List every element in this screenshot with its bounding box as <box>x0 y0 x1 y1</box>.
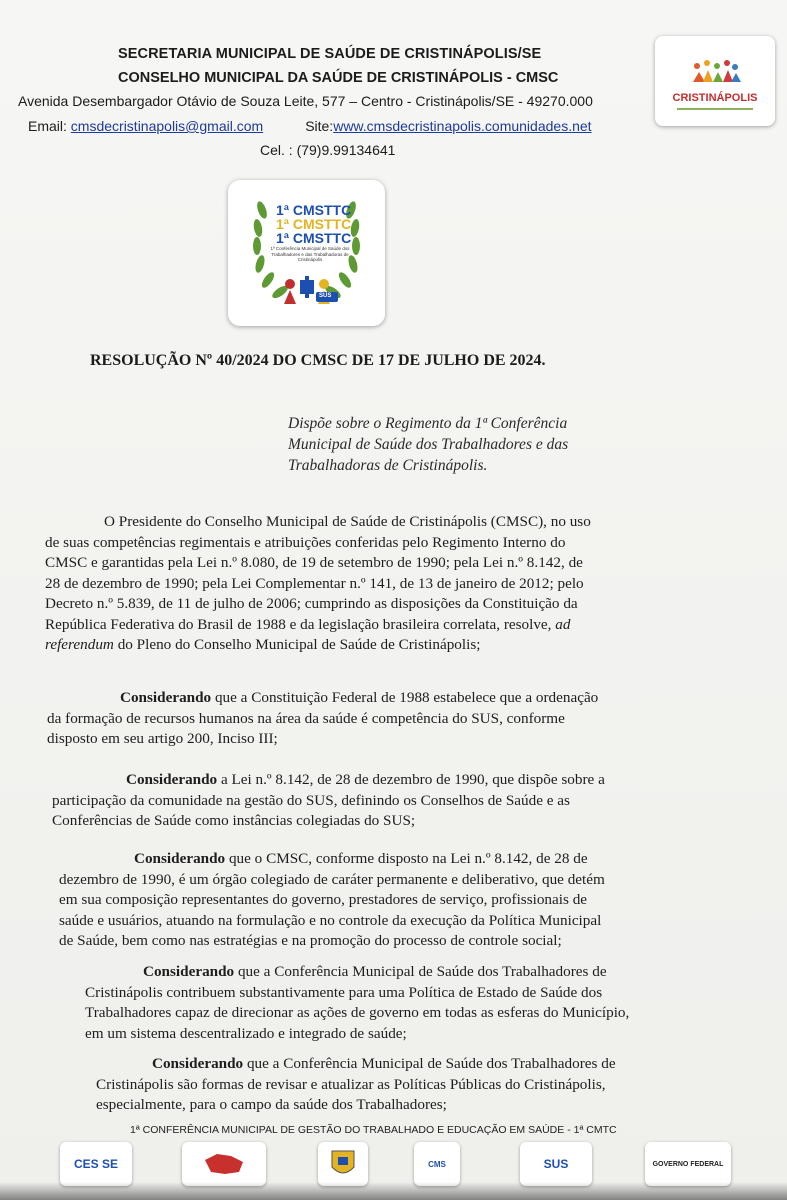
page-edge-shadow <box>0 1182 787 1200</box>
considerando-word: Considerando <box>143 963 235 980</box>
text-line: Decreto n.º 5.839, de 11 de julho de 2006; cumprindo as disposições da Constituição da <box>45 595 578 612</box>
text-line: de Saúde, bem como nas estratégias e na promoção do processo de controle social; <box>59 932 562 949</box>
ementa-line: Municipal de Saúde dos Trabalhadores e das <box>288 436 569 453</box>
people-icon <box>655 36 775 96</box>
considerando-1 <box>0 688 599 750</box>
emblem-title-1: 1ª CMSTTC <box>276 202 352 218</box>
text-line: da formação de recursos humanos na área da saúde é competência do SUS, conforme <box>47 709 565 727</box>
text-line <box>45 615 584 636</box>
text-line: O Presidente do Conselho Municipal de Saúde de Cristinápolis (CMSC), no uso <box>104 513 591 530</box>
logo-city-name: CRISTINÁPOLIS <box>672 92 758 104</box>
map-icon <box>199 1150 249 1178</box>
text-line <box>45 635 584 656</box>
crest-icon <box>328 1147 358 1181</box>
considerando-word: Considerando <box>126 771 218 788</box>
ces-se-logo: CES SE <box>60 1142 132 1186</box>
ementa-line: Dispõe sobre o Regimento da 1ª Conferência <box>288 415 568 432</box>
text-line <box>134 849 680 870</box>
emblem-title-3: 1ª CMSTTC <box>276 230 352 246</box>
text-segment: a Lei n.º 8.142, de 28 de dezembro de 1990, que dispõe sobre a <box>217 771 605 788</box>
header-conselho: CONSELHO MUNICIPAL DA SAÚDE DE CRISTINÁPOLIS - CMSC <box>118 70 559 86</box>
text-segment: República Federativa do Brasil de 1988 e da legislação brasileira correlata, resolve, <box>45 615 552 633</box>
considerando-word: Considerando <box>134 850 226 867</box>
email-label: Email: <box>28 118 71 134</box>
header-contacts <box>28 118 592 134</box>
text-line: CMSC e garantidas pela Lei n.º 8.080, de 19 de setembro de 1990; pela Lei n.º 8.142, de <box>45 554 583 571</box>
preamble-paragraph <box>0 512 591 656</box>
text-segment: do Pleno do Conselho Municipal de Saúde de Cristinápolis; <box>113 636 481 653</box>
site-label: Site: <box>305 118 334 134</box>
considerando-3 <box>0 849 605 952</box>
text-line: Cristinápolis contribuem substantivamente para uma Política de Estado de Saúde dos <box>85 983 603 1001</box>
header-address: Avenida Desembargador Otávio de Souza Leite, 577 – Centro - Cristinápolis/SE - 49270.000 <box>18 93 593 109</box>
ementa-line: Trabalhadoras de Cristinápolis. <box>288 457 488 474</box>
sus-logo: SUS <box>520 1142 592 1186</box>
considerando-2 <box>0 770 605 832</box>
site-link[interactable]: www.cmsdecristinapolis.comunidades.net <box>333 118 592 134</box>
header-phone: Cel. : (79)9.99134641 <box>260 142 396 158</box>
text-segment: que a Conferência Municipal de Saúde dos Trabalhadores de <box>234 963 607 980</box>
state-map-logo <box>182 1142 266 1186</box>
text-line: Conferências de Saúde como instâncias colegiadas do SUS; <box>52 812 416 829</box>
emblem-description: 1ª Conferência Municipal de Saúde dos Trabalhadores e das Trabalhadoras de Cristinápolis <box>270 246 350 262</box>
text-line: Cristinápolis são formas de revisar e atualizar as Políticas Públicas do Cristinápolis, <box>96 1075 606 1093</box>
text-line: especialmente, para o campo da saúde dos Trabalhadores; <box>96 1096 447 1113</box>
conference-emblem <box>228 180 385 326</box>
emblem-title-2: 1ª CMSTTC <box>276 216 352 232</box>
text-line <box>143 962 687 983</box>
text-line <box>152 1054 662 1075</box>
text-line: dezembro de 1990, é um órgão colegiado de caráter permanente e deliberativo, que detém <box>59 870 605 888</box>
text-line <box>120 688 638 709</box>
emblem-sus-badge: SUS <box>319 293 332 299</box>
considerando-5 <box>0 1054 616 1116</box>
email-link[interactable]: cmsdecristinapolis@gmail.com <box>70 118 264 134</box>
considerando-word: Considerando <box>120 689 212 706</box>
footer-text: 1ª CONFERÊNCIA MUNICIPAL DE GESTÃO DO TRABALHADO E EDUCAÇÃO EM SAÚDE - 1ª CMTC <box>130 1124 617 1136</box>
text-line: saúde e usuários, atuando na formulação e no controle da execução da Política Municipal <box>59 911 602 929</box>
text-line: em um sistema descentralizado e integrado de saúde; <box>85 1024 407 1042</box>
text-line: de suas competências regimentais e atribuições conferidas pelo Regimento Interno do <box>45 533 566 551</box>
ementa <box>288 413 698 476</box>
considerando-word: Considerando <box>152 1055 244 1072</box>
considerando-4 <box>0 962 630 1044</box>
text-segment: que o CMSC, conforme disposto na Lei n.º 8.142, de 28 de <box>225 850 588 867</box>
text-line <box>126 770 644 791</box>
text-segment: ad <box>555 615 571 633</box>
text-segment: que a Conferência Municipal de Saúde dos Trabalhadores de <box>243 1055 616 1072</box>
cms-logo: CMS <box>414 1142 460 1186</box>
governo-federal-logo: GOVERNO FEDERAL <box>645 1142 731 1186</box>
municipal-crest-logo <box>318 1142 368 1186</box>
text-line: 28 de dezembro de 1990; pela Lei Complementar n.º 141, de 13 de janeiro de 2012; pelo <box>45 574 584 592</box>
resolution-title: RESOLUÇÃO Nº 40/2024 DO CMSC DE 17 DE JULHO DE 2024. <box>90 352 546 369</box>
text-line: Trabalhadores capaz de direcionar as ações de governo em todas as esferas do Município, <box>85 1004 630 1021</box>
text-segment: que a Constituição Federal de 1988 estabelece que a ordenação <box>211 689 599 706</box>
text-line: em sua composição representantes do governo, prestadores de serviço, profissionais de <box>59 891 588 908</box>
text-segment: referendum <box>45 636 114 653</box>
cristinapolis-logo <box>655 36 775 126</box>
text-line: disposto em seu artigo 200, Inciso III; <box>47 730 278 747</box>
text-line: participação da comunidade na gestão do SUS, definindo os Conselhos de Saúde e as <box>52 791 570 809</box>
header-secretaria: SECRETARIA MUNICIPAL DE SAÚDE DE CRISTINÁPOLIS/SE <box>118 46 542 62</box>
